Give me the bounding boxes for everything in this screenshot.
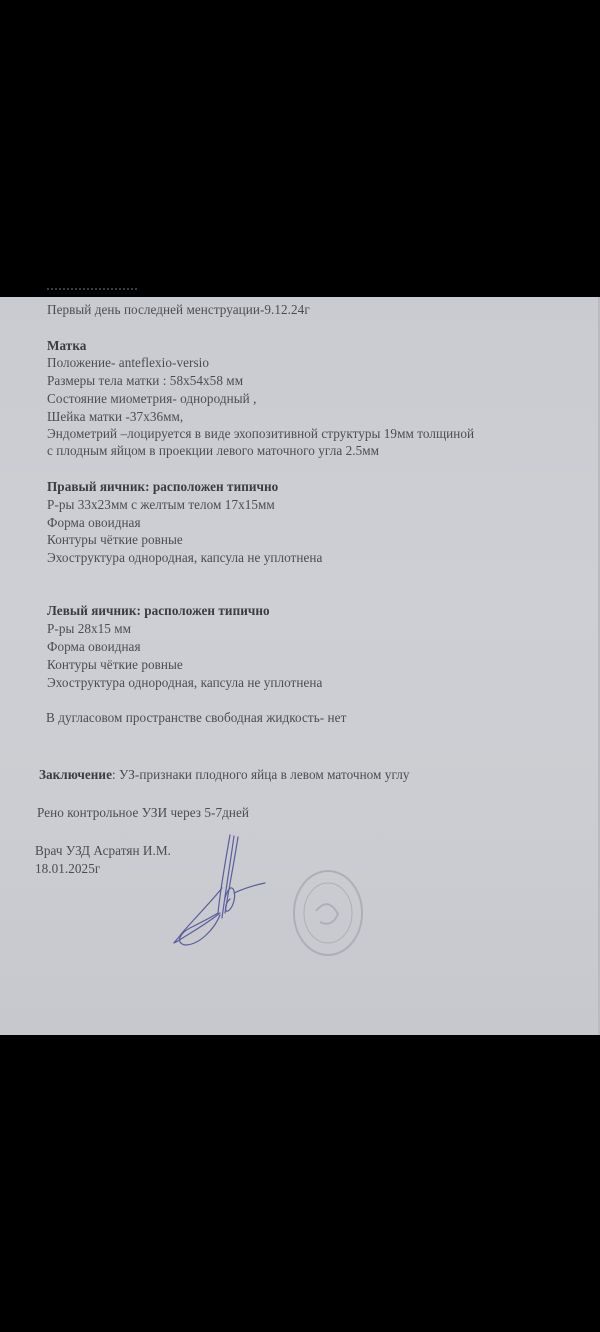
conclusion-text: : УЗ-признаки плодного яйца в левом маточном углу — [111, 767, 410, 782]
conclusion — [39, 767, 410, 783]
left-ovary-echostructure: Эхоструктура однородная, капсула не уплотнена — [47, 675, 323, 690]
left-ovary-size: Р-ры 28х15 мм — [47, 621, 132, 636]
endometrium-line-1: Эндометрий –лоцируется в виде эхопозитивной структуры 19мм толщиной — [47, 426, 475, 441]
doctor-name: Врач УЗД Асратян И.М. — [35, 843, 171, 858]
report-date: 18.01.2025г — [35, 861, 101, 876]
left-ovary-shape: Форма овоидная — [47, 639, 141, 654]
recommendation: Рено контрольное УЗИ через 5-7дней — [37, 805, 249, 820]
conclusion-label: Заключение — [39, 767, 112, 782]
endometrium-line-2: с плодным яйцом в проекции левого маточного угла 2.5мм — [47, 443, 380, 458]
right-ovary-contours: Контуры чёткие ровные — [47, 532, 183, 547]
left-ovary-contours: Контуры чёткие ровные — [47, 657, 183, 672]
lmp-line: Первый день последней менструации-9.12.24г — [47, 302, 310, 317]
uterus-size: Размеры тела матки : 58x54x58 мм — [47, 373, 244, 388]
myometrium-state: Состояние миометрия- однородный , — [47, 391, 257, 406]
cropped-line-remnant — [47, 288, 137, 294]
right-ovary-heading: Правый яичник: расположен типично — [47, 479, 279, 494]
uterus-heading: Матка — [47, 338, 87, 353]
left-ovary-heading: Левый яичник: расположен типично — [47, 603, 270, 618]
cervix-size: Шейка матки -37х36мм, — [47, 409, 184, 424]
right-ovary-echostructure: Эхоструктура однородная, капсула не уплотнена — [47, 550, 323, 565]
signature-icon — [170, 833, 280, 948]
uterus-position: Положение- anteflexio-versio — [47, 355, 209, 370]
douglas-space: В дугласовом пространстве свободная жидкость- нет — [46, 710, 347, 725]
round-stamp-icon — [288, 866, 368, 961]
right-ovary-size: Р-ры 33х23мм с желтым телом 17х15мм — [47, 497, 275, 512]
right-ovary-shape: Форма овоидная — [47, 515, 141, 530]
